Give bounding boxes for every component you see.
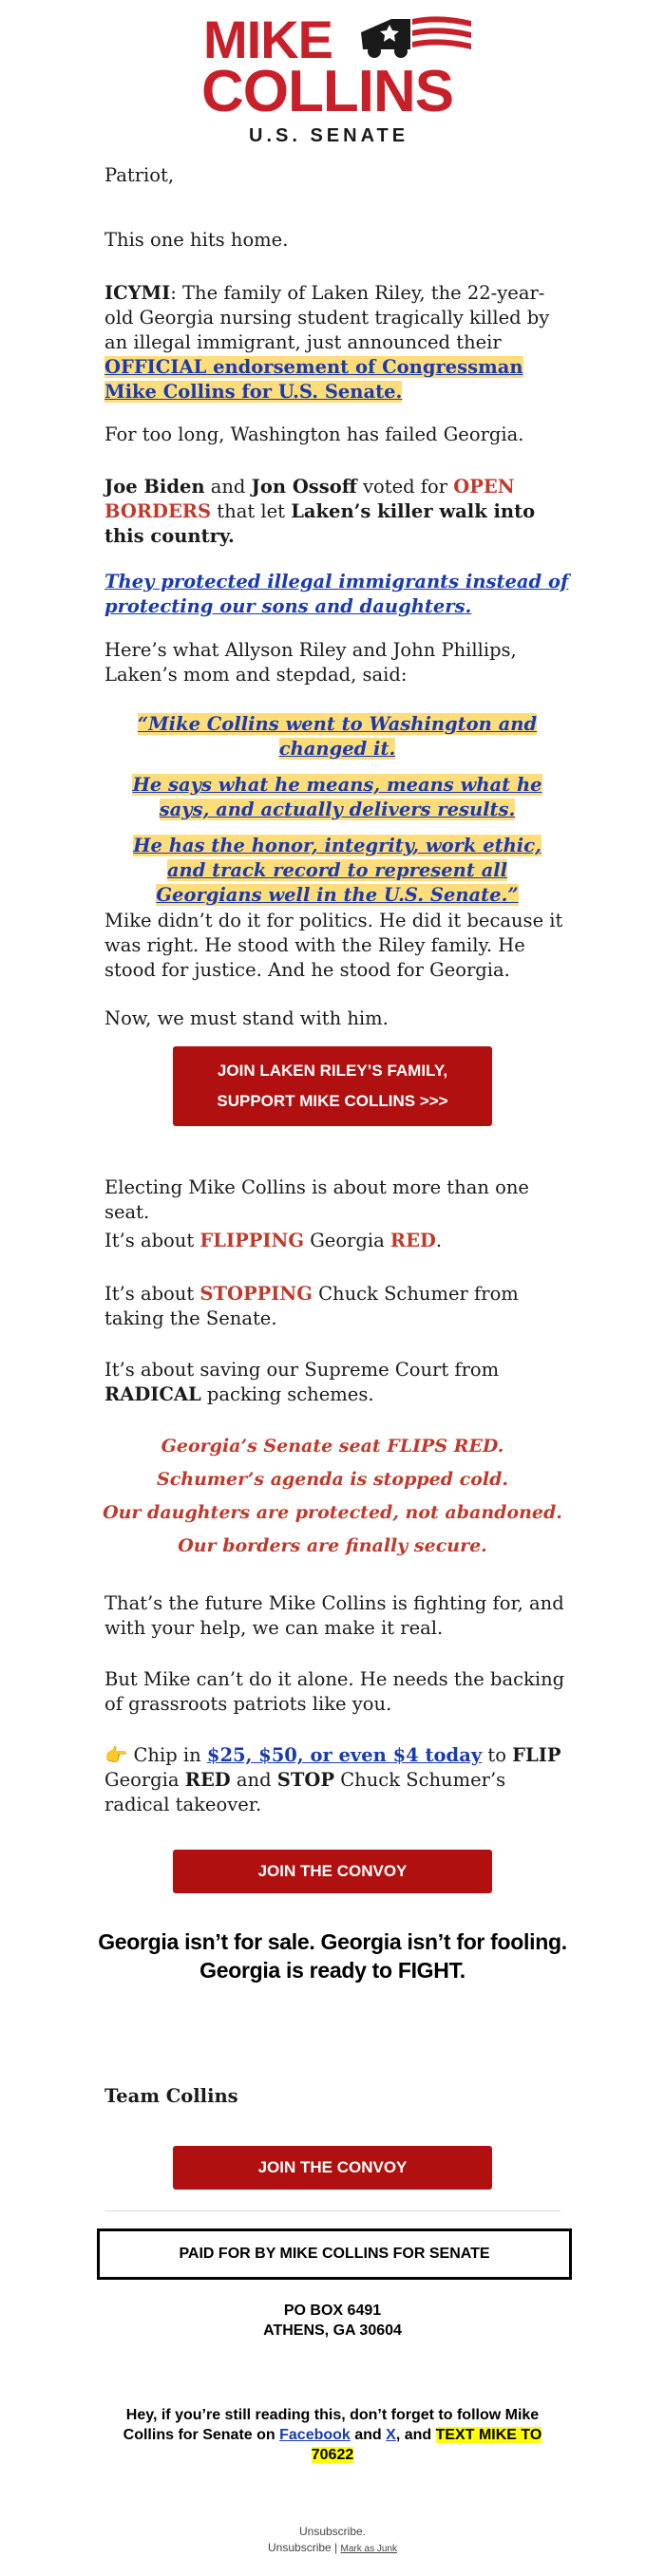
supreme-post: packing schemes. [200, 1383, 374, 1405]
text-mike-highlight: TEXT MIKE TO 70622 [311, 2427, 542, 2463]
flipping-text: FLIPPING [200, 1230, 304, 1251]
protected-link[interactable]: They protected illegal immigrants instead of protecting our sons and daughters. [104, 571, 569, 617]
its-about-1: It’s about [104, 1230, 200, 1251]
donate-amount-link[interactable]: $25, $50, or even $4 today [206, 1744, 483, 1766]
its-about-2: It’s about [104, 1283, 200, 1305]
red-line-3: Our daughters are protected, not abandoned. [103, 1502, 562, 1523]
stopping-paragraph [104, 1282, 570, 1331]
georgia-line-2: Georgia is ready to FIGHT. [200, 1958, 466, 1983]
georgia-fight-heading [86, 1927, 580, 1984]
period-text: . [435, 1230, 443, 1251]
quote-line-3 [112, 834, 562, 908]
endorsement-link[interactable]: OFFICIAL endorsement of Congressman Mike Collins for U.S. Senate. [104, 356, 523, 403]
open-borders-text: OPEN BORDERS [104, 476, 515, 522]
footer-divider [104, 2210, 560, 2211]
killer-text: Laken’s killer walk into this country. [104, 500, 536, 547]
stop-text: STOP [276, 1769, 335, 1791]
icymi-paragraph [104, 281, 570, 404]
chip-and: and [230, 1769, 277, 1791]
facebook-link[interactable]: Facebook [279, 2427, 351, 2443]
quote-3-link[interactable]: He has the honor, integrity, work ethic, and track record to represent all Georgians well in the U.S. Senate.” [133, 835, 542, 906]
join-convoy-button-2[interactable]: JOIN THE CONVOY [173, 2146, 492, 2190]
greeting: Patriot, [104, 164, 175, 186]
open-borders-paragraph [104, 475, 570, 549]
mark-junk-link[interactable]: Mark as Junk [340, 2544, 397, 2554]
footer-address [142, 2301, 522, 2341]
red-line-2: Schumer’s agenda is stopped cold. [156, 1469, 509, 1490]
and-text: and [204, 476, 252, 498]
ossoff-text: Jon Ossoff [251, 476, 357, 498]
follow-comma: , and [395, 2427, 436, 2443]
stopping-text: STOPPING [200, 1283, 313, 1305]
protected-link-paragraph [104, 570, 570, 619]
x-link[interactable]: X [386, 2427, 396, 2443]
truck-flag-icon [353, 11, 475, 65]
po-box: PO BOX 6491 [283, 2303, 382, 2319]
logo-us-senate: U.S. SENATE [249, 125, 409, 146]
georgia-line-1: Georgia isn’t for sale. Georgia isn’t for fooling. [98, 1929, 567, 1954]
chip-in-paragraph [104, 1743, 570, 1817]
join-riley-family-button[interactable] [173, 1046, 492, 1126]
failed-georgia: For too long, Washington has failed Georgia. [104, 423, 524, 445]
red-line-4: Our borders are finally secure. [178, 1535, 487, 1556]
red-bold: RED [184, 1769, 231, 1791]
signoff: Team Collins [104, 2085, 238, 2107]
red-word: RED [390, 1230, 436, 1251]
logo-collins: COLLINS [201, 59, 454, 124]
biden-text: Joe Biden [104, 476, 205, 498]
pointing-hand-icon: 👉 [104, 1744, 128, 1766]
flipping-paragraph [104, 1229, 570, 1253]
unsubscribe-block [190, 2524, 475, 2557]
quote-1-link[interactable]: “Mike Collins went to Washington and changed it. [137, 713, 538, 760]
logo-mike: MIKE [203, 9, 332, 69]
city-state-zip: ATHENS, GA 30604 [263, 2322, 402, 2339]
follow-pre: Hey, if you’re still reading this, don’t forget to follow Mike Collins for Senate on [123, 2407, 540, 2443]
follow-paragraph [104, 2405, 560, 2465]
georgia-text: Georgia [304, 1230, 390, 1251]
quote-line-2 [112, 773, 562, 822]
future-paragraph: That’s the future Mike Collins is fighting for, and with your help, we can make it real. [104, 1592, 564, 1639]
chip-pre: Chip in [127, 1744, 207, 1766]
electing: Electing Mike Collins is about more than one seat. [104, 1176, 529, 1223]
supreme-court-paragraph [104, 1358, 570, 1407]
pipe-separator: | [331, 2541, 341, 2554]
alone-paragraph: But Mike can’t do it alone. He needs the backing of grassroots patriots like you. [104, 1668, 565, 1715]
icymi-text: : The family of Laken Riley, the 22-year-old Georgia nursing student tragically killed by an illegal immigrant, just announced their [104, 282, 550, 353]
radical-text: RADICAL [104, 1383, 201, 1405]
flip-text: FLIP [512, 1744, 561, 1766]
schumer-rest: Chuck Schumer from taking the Senate. [104, 1283, 519, 1329]
cta1-line2: SUPPORT MIKE COLLINS >>> [217, 1092, 448, 1110]
unsubscribe-link-2[interactable]: Unsubscribe [268, 2541, 332, 2554]
mike-didnt: Mike didn’t do it for politics. He did it because it was right. He stood with the Riley family. He stood for justice. And he stood for Georgia. [104, 910, 563, 981]
supreme-pre: It’s about saving our Supreme Court from [104, 1359, 500, 1381]
voted-for-text: voted for [356, 476, 454, 498]
unsubscribe-link-1[interactable]: Unsubscribe. [298, 2525, 367, 2538]
intro-line: This one hits home. [104, 229, 289, 251]
paid-for-box: PAID FOR BY MIKE COLLINS FOR SENATE [97, 2228, 572, 2280]
cta1-line1: JOIN LAKEN RILEY’S FAMILY, [217, 1062, 448, 1080]
quote-line-1 [112, 712, 562, 762]
red-line-1: Georgia’s Senate seat FLIPS RED. [161, 1436, 504, 1457]
quote-2-link[interactable]: He says what he means, means what he says, and actually delivers results. [132, 774, 542, 820]
join-convoy-button-1[interactable]: JOIN THE CONVOY [173, 1850, 492, 1893]
chip-georgia: Georgia [104, 1769, 185, 1791]
follow-and: and [350, 2427, 387, 2443]
chip-to: to [482, 1744, 513, 1766]
now-stand: Now, we must stand with him. [104, 1007, 389, 1029]
icymi-label: ICYMI [104, 282, 171, 304]
riley-quote [112, 712, 562, 908]
chip-post: Chuck Schumer’s radical takeover. [104, 1769, 506, 1815]
that-let-text: that let [211, 500, 292, 522]
heres-what: Here’s what Allyson Riley and John Phillips, Laken’s mom and stepdad, said: [104, 639, 517, 686]
